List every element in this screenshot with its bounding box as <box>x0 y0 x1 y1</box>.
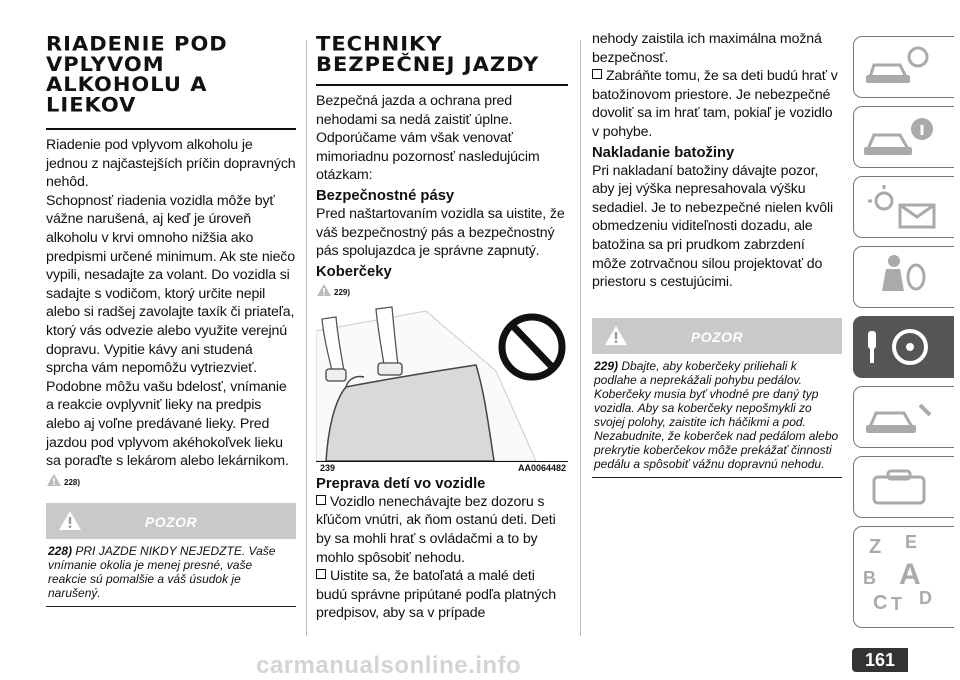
airbag-seat-icon <box>854 247 954 307</box>
warning-triangle-icon <box>316 283 332 297</box>
warning-reference: 229) <box>316 283 568 297</box>
heading-safe-driving: TECHNIKY BEZPEČNEJ JAZDY <box>316 33 540 76</box>
tab-service-car[interactable] <box>853 386 954 448</box>
warning-text: 229) Dbajte, aby koberčeky priliehali k podlahe a neprekážali pohybu pedálov. Koberčeky musia byť vhodné pre daný typ vozidla. Aby sa koberčeky nepošmykli zo svojej polohy, zaistite ich háčikmi a pod. Nezabudnite, že koberček nad pedálom alebo prekrytie koberčekov môže prekážať činnosti pedálu a spôsobiť vážnu dopravnú nehodu. <box>594 358 839 471</box>
toolbox-icon <box>854 457 954 517</box>
floor-mat-illustration <box>316 301 568 461</box>
paragraph: Pred naštartovaním vozidla sa uistite, že váš bezpečnostný pás a bezpečnostný pás spolujazdca je správne zapnutý. <box>316 205 565 260</box>
warning-text: 228) PRI JAZDE NIKDY NEJEDZTE. Vaše vnímanie okolia je menej presné, vaše reakcie sú pomalšie a váš úsudok je narušený. <box>48 543 276 600</box>
tab-car-info-i[interactable] <box>853 106 954 168</box>
paragraph: Pri nakladaní batožiny dávajte pozor, aby jej výška nepresahovala výšku sedadiel. Je to nebezpečné nielen kvôli obmedzeniu viditeľnosti dozadu, ale batožina sa pri prudkom zabrzdení môže zotrvačnou silou projektovať do priestoru s cestujúcimi. <box>592 162 834 291</box>
warning-header: POZOR <box>592 318 842 354</box>
tab-steering-key[interactable] <box>853 316 954 378</box>
warning-triangle-icon <box>46 473 62 487</box>
paragraph: nehody zaistila ich maximálna možná bezpečnosť. <box>592 31 822 66</box>
bullet-paragraph: Uistite sa, že batoľatá a malé deti budú správne pripútané podľa platných predpisov, aby sa v prípade <box>316 568 556 622</box>
subheading-kids: Preprava detí vo vozidle <box>316 475 486 492</box>
bullet-paragraph: Vozidlo nenechávajte bez dozoru s kľúčom vnútri, ak ňom ostanú deti. Deti by sa mohli hrať s ovládačmi a to by mohlo spôsobiť nehodu. <box>316 493 556 566</box>
steering-key-icon <box>854 317 954 377</box>
service-car-icon <box>854 387 954 447</box>
index-letters: Z E B A C T D <box>863 532 932 614</box>
subheading-luggage: Nakladanie batožiny <box>592 144 735 161</box>
figure-floor-mat <box>316 301 568 462</box>
car-info-icon <box>854 37 954 97</box>
warning-lights-icon <box>854 177 954 237</box>
warning-header: POZOR <box>46 503 296 539</box>
tab-warning-lights[interactable] <box>853 176 954 238</box>
subheading-mats: Koberčeky <box>316 263 392 280</box>
warning-reference: 228) <box>46 473 296 487</box>
column-continued <box>592 30 842 478</box>
paragraph: Podobne môžu vašu bdelosť, vnímanie a reakcie ovplyvniť lieky na predpis alebo aj voľne predávané lieky. Pred jazdou pod vplyvom akéhokoľvek lieku sa poraďte s lekárom alebo lekárnikom. <box>46 378 289 470</box>
page-number: 161 <box>852 648 908 672</box>
column-divider <box>580 40 581 636</box>
figure-caption: 239 AA0064482 <box>320 462 566 473</box>
bullet-square-icon <box>592 69 602 79</box>
column-divider <box>306 40 307 636</box>
paragraph: Riadenie pod vplyvom alkoholu je jednou z najčastejších príčin dopravných nehôd. <box>46 137 296 191</box>
warning-box <box>46 503 296 607</box>
bullet-square-icon <box>316 569 326 579</box>
paragraph: Schopnosť riadenia vozidla môže byť vážne narušená, aj keď je úroveň alkoholu v krvi omnoho nižšia ako predpismi určené minimum. Ak ste niečo vypili, nesadajte za volant. Do vozidla si sadajte s vodičom, ktorý určite nepil alebo si radšej zavolajte taxík či priateľa, ktorý vás odvezie alebo využite verejnú dopravu. Vypitie kávy ani studená sprcha vám nepomôžu vytriezvieť. <box>46 192 295 377</box>
car-info-i-icon <box>854 107 954 167</box>
heading-rule <box>46 128 296 130</box>
tab-car-info[interactable] <box>853 36 954 98</box>
bullet-paragraph: Zabráňte tomu, že sa deti budú hrať v batožinovom priestore. Je nebezpečné dovoliť sa im hrať tam, pokiaľ je vozidlo v pohybe. <box>592 68 838 140</box>
tab-toolbox[interactable] <box>853 456 954 518</box>
paragraph: Bezpečná jazda a ochrana pred nehodami sa nedá zaistiť úplne. Odporúčame vám však venovať mimoriadnu pozornosť nasledujúcim otázkam: <box>316 93 540 184</box>
column-safe-driving <box>316 34 568 623</box>
bullet-square-icon <box>316 495 326 505</box>
watermark: carmanualsonline.info <box>256 652 522 679</box>
column-alcohol <box>46 34 296 607</box>
heading-rule <box>316 84 568 86</box>
heading-alcohol: RIADENIE POD VPLYVOM ALKOHOLU A LIEKOV <box>46 33 228 116</box>
subheading-belts: Bezpečnostné pásy <box>316 187 455 204</box>
tab-airbag-seat[interactable] <box>853 246 954 308</box>
warning-box <box>592 318 842 478</box>
